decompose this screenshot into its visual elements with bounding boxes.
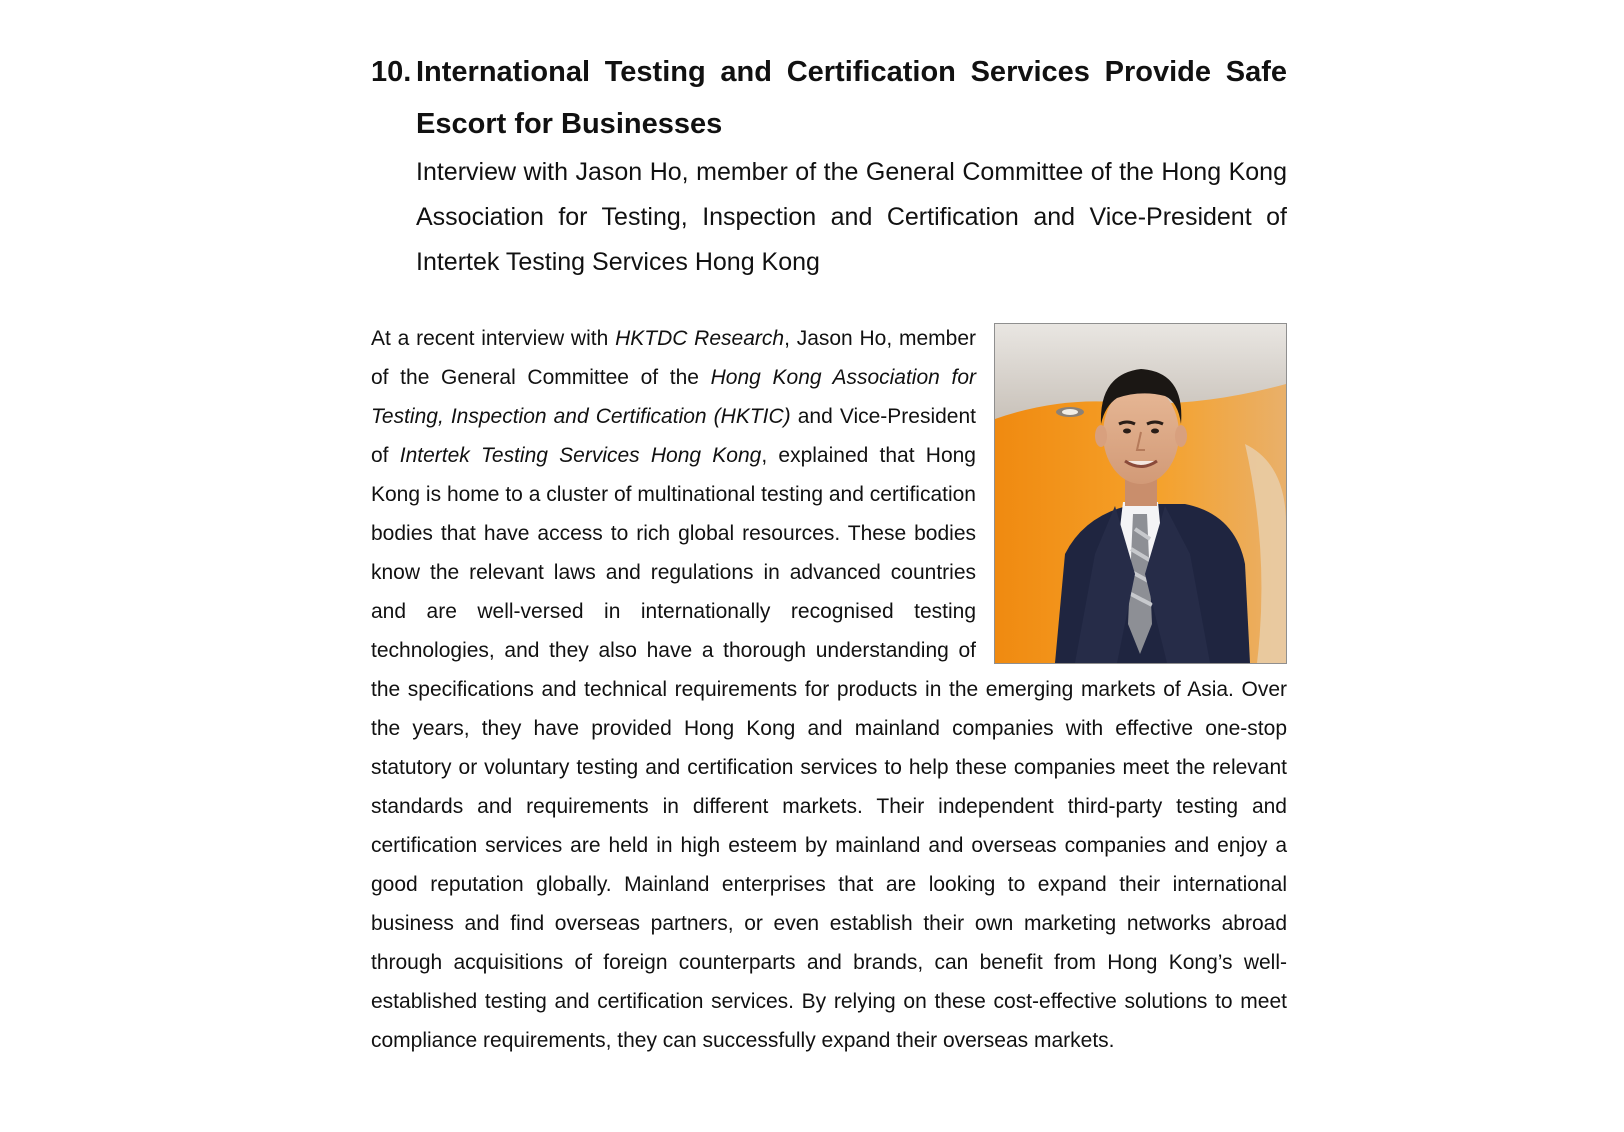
article-heading bbox=[371, 46, 1287, 150]
portrait-illustration bbox=[995, 324, 1286, 663]
article bbox=[371, 46, 1287, 1060]
body-italic-hktdc: HKTDC Research bbox=[615, 327, 785, 350]
body-text: and Vice-President of bbox=[371, 405, 976, 467]
section-number: 10. bbox=[371, 56, 412, 88]
portrait-photo bbox=[994, 323, 1287, 664]
body-italic-hktic: Hong Kong Association for Testing, Inspection and Certification (HKTIC) bbox=[371, 366, 976, 428]
body-text: At a recent interview with bbox=[371, 327, 616, 350]
body-text: , explained that Hong Kong is home to a cluster of multinational testing and certification bodies that have access to rich global resources. These bodies know the relevant laws and regulations in advanced countries and are well-versed in internationally recognised testing technologies, and they also have a thorough understanding of the specifications and technical requirements for products in the emerging markets of Asia. Over the years, they have provided Hong Kong and mainland companies with effective one-stop statutory or voluntary testing and certification services to help these companies meet the relevant standards and requirements in different markets. Their independent third-party testing and certification services are held in high esteem by mainland and overseas companies and enjoy a good reputation globally. Mainland enterprises that are looking to expand their international business and find overseas partners, or even establish their own marketing networks abroad through acquisitions of foreign counterparts and brands, can benefit from Hong Kong’s well-established testing and certification services. By relying on these cost-effective solutions to meet compliance requirements, they can successfully expand their overseas markets. bbox=[371, 444, 1287, 1052]
article-subtitle: Interview with Jason Ho, member of the General Committee of the Hong Kong Association for Testing, Inspection and Certification and Vice-President of Intertek Testing Services Hong Kong bbox=[416, 158, 1287, 276]
body-text: , Jason Ho, member of the General Committee of the bbox=[371, 327, 977, 389]
body-italic-intertek: Intertek Testing Services Hong Kong bbox=[399, 444, 762, 467]
article-body bbox=[371, 319, 1287, 1060]
article-title: International Testing and Certification Services Provide Safe Escort for Businesses bbox=[416, 56, 1287, 140]
